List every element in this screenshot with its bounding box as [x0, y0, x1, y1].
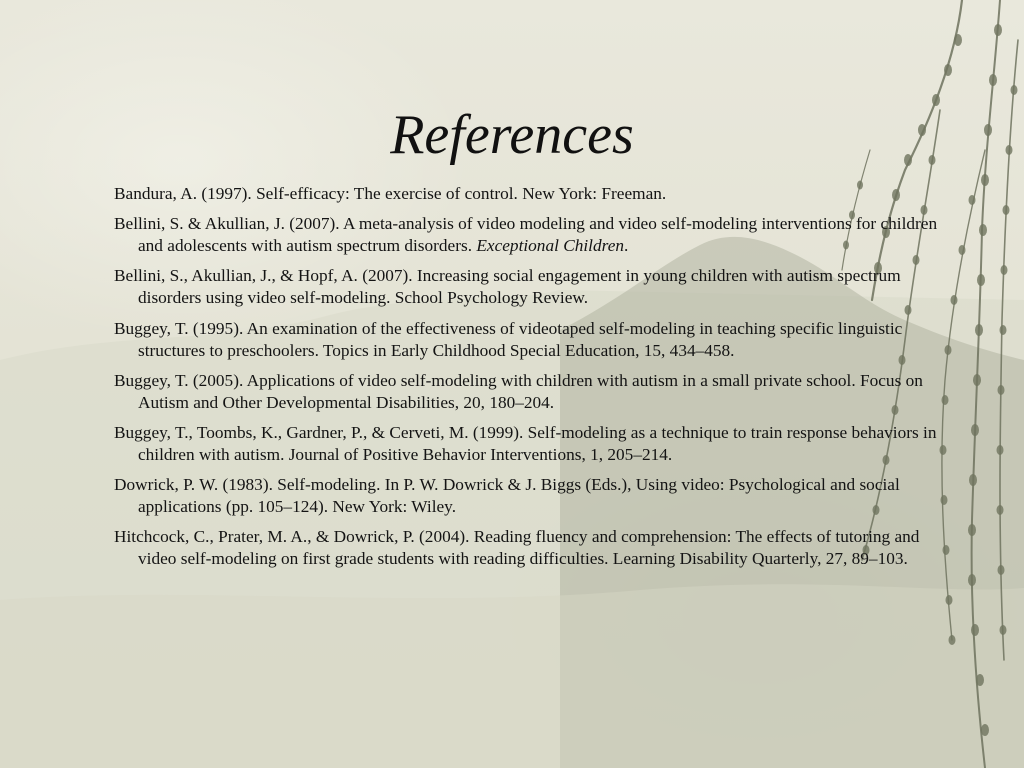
reference-tail: . [624, 236, 629, 256]
reference-text: Buggey, T. (2005). Applications of video self-modeling with children with autism in a small private school. Focus on Autism and Other Developmental Disabilities, 20, 180–204. [114, 370, 923, 412]
reference-italic-source: Exceptional Children [476, 236, 625, 256]
reference-item [114, 183, 954, 205]
reference-item [114, 370, 954, 414]
reference-text: Buggey, T., Toombs, K., Gardner, P., & Cerveti, M. (1999). Self-modeling as a technique to train response behaviors in children with autism. Journal of Positive Behavior Interventions, 1, 205–214. [114, 422, 937, 464]
reference-text: Bellini, S., Akullian, J., & Hopf, A. (2007). Increasing social engagement in young children with autism spectrum disorders using video self-modeling. School Psychology Review. [114, 266, 901, 308]
reference-text: Buggey, T. (1995). An examination of the effectiveness of videotaped self-modeling in teaching specific linguistic structures to preschoolers. Topics in Early Childhood Special Education, 15, 434–458. [114, 318, 903, 360]
slide-title: References [390, 104, 634, 166]
reference-list [114, 183, 954, 579]
reference-text: Dowrick, P. W. (1983). Self-modeling. In P. W. Dowrick & J. Biggs (Eds.), Using video: Psychological and social applications (pp. 105–124). New York: Wiley. [114, 475, 900, 517]
reference-item [114, 526, 954, 570]
reference-item [114, 422, 954, 466]
reference-text: Bandura, A. (1997). Self-efficacy: The exercise of control. New York: Freeman. [114, 184, 667, 203]
reference-item [114, 318, 954, 362]
reference-item [114, 265, 954, 309]
reference-item [114, 474, 954, 518]
mist-band [0, 584, 1024, 768]
reference-text: Bellini, S. & Akullian, J. (2007). A meta-analysis of video modeling and video self-modeling interventions for children and adolescents with autism spectrum disorders. [114, 214, 938, 256]
reference-item [114, 213, 954, 257]
reference-text: Hitchcock, C., Prater, M. A., & Dowrick, P. (2004). Reading fluency and comprehension: The effects of tutoring and video self-modeling on first grade students with reading difficulties. Learning Disability Quarterly, 27, 89–103. [114, 527, 920, 569]
